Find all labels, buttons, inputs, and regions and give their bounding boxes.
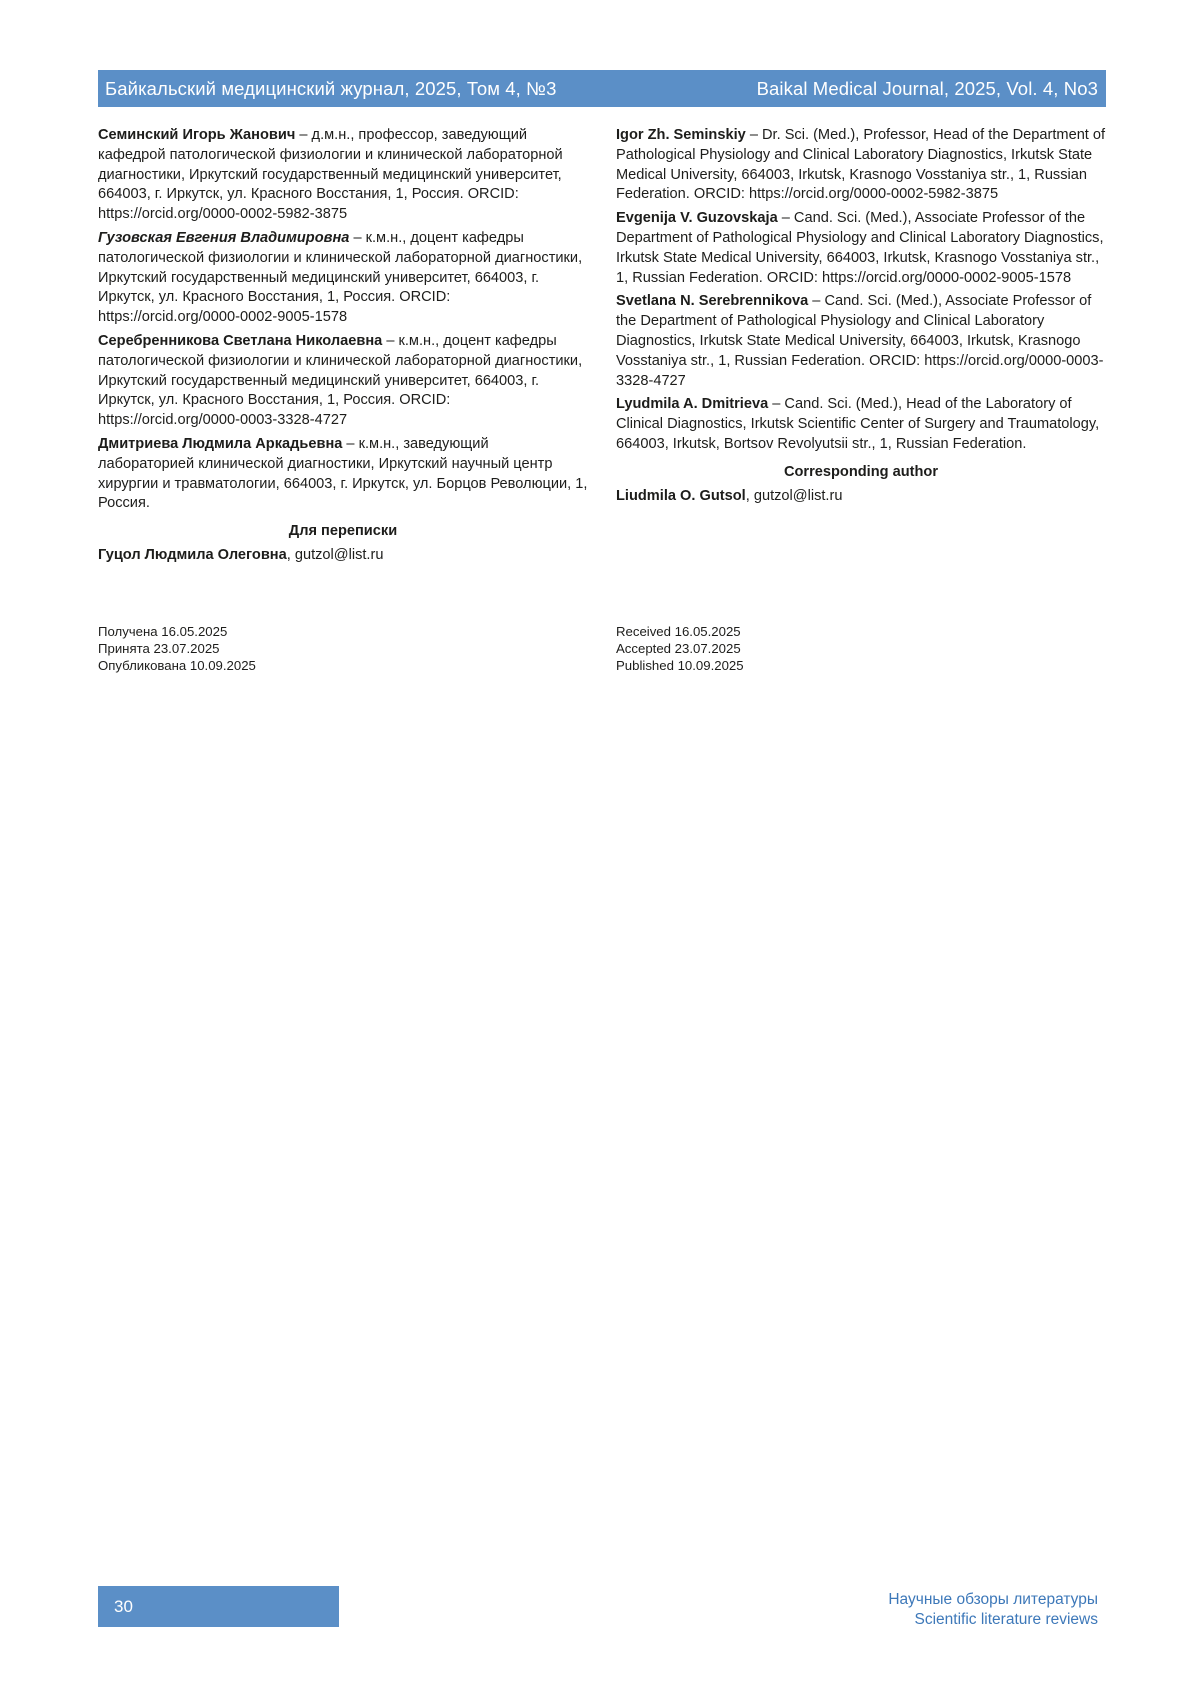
author-details: – Dr. Sci. (Med.), Professor, Head of the Department of Pathological Physiology and Clinical Laboratory Diagnostics, Irkutsk State Medical University, 664003, Irkutsk, Krasnogo Vosstaniya str., 1, Russian Federation. ORCID: https://orcid.org/0000-0002-5982-3875 — [616, 127, 1106, 203]
accepted-date: Accepted 23.07.2025 — [616, 641, 741, 656]
author-bio-ru — [98, 435, 588, 514]
received-date: Получена 16.05.2025 — [98, 624, 228, 639]
correspondence-email: , gutzol@list.ru — [286, 546, 384, 563]
journal-header — [98, 70, 1106, 107]
article-dates-en — [616, 623, 1106, 674]
correspondence-en — [616, 487, 1106, 507]
author-name: Дмитриева Людмила Аркадьевна — [98, 435, 343, 452]
author-name: Гузовская Евгения Владимировна — [98, 229, 350, 246]
author-details: – д.м.н., профессор, заведующий кафедрой патологической физиологии и клинической лабораторной диагностики, Иркутский государственный медицинский университет, 664003, г. Иркутск, ул. Красного Восстания, 1, Россия. ORCID: https://orcid.org/0000-0002-5982-3875 — [98, 127, 563, 223]
author-details: – к.м.н., доцент кафедры патологической физиологии и клинической лабораторной диагностики, Иркутский государственный медицинский университет, 664003, г. Иркутск, ул. Красного Восстания, 1, Россия. ORCID: https://orcid.org/0000-0003-3328-4727 — [98, 332, 583, 429]
author-bio-ru — [98, 229, 588, 328]
author-name: Evgenija V. Guzovskaja — [616, 210, 778, 227]
correspondence-name: Liudmila O. Gutsol — [616, 487, 746, 504]
author-bio-ru — [98, 126, 588, 225]
article-dates-ru — [98, 623, 588, 674]
correspondence-ru — [98, 546, 588, 566]
author-details: – Cand. Sci. (Med.), Associate Professor of the Department of Pathological Physiology and Clinical Laboratory Diagnostics, Irkutsk State Medical University, 664003, Irkutsk, Krasnogo Vosstaniya str., 1, Russian Federation. ORCID: https://orcid.org/0000-0002-9005-1578 — [616, 210, 1104, 286]
accepted-date: Принята 23.07.2025 — [98, 641, 220, 656]
author-bio-en — [616, 126, 1106, 205]
authors-column-en — [616, 126, 1106, 506]
author-bio-en — [616, 209, 1106, 288]
correspondence-name: Гуцол Людмила Олеговна — [98, 546, 287, 563]
author-name: Svetlana N. Serebrennikova — [616, 293, 809, 310]
author-details: – к.м.н., заведующий лабораторией клинической диагностики, Иркутский научный центр хирургии и травматологии, 664003, г. Иркутск, ул. Борцов Революции, 1, Россия. — [98, 435, 588, 512]
footer-section-label — [888, 1590, 1098, 1630]
author-details: – к.м.н., доцент кафедры патологической физиологии и клинической лабораторной диагностики, Иркутский государственный медицинский университет, 664003, г. Иркутск, ул. Красного Восстания, 1, Россия. ORCID: https://orcid.org/0000-0002-9005-1578 — [98, 229, 583, 326]
authors-column-ru — [98, 126, 588, 566]
author-details: – Cand. Sci. (Med.), Head of the Laboratory of Clinical Diagnostics, Irkutsk Scientific Center of Surgery and Traumatology, 664003, Irkutsk, Bortsov Revolyutsii str., 1, Russian Federation. — [616, 396, 1100, 452]
page-number-box — [98, 1586, 339, 1627]
published-date: Опубликована 10.09.2025 — [98, 658, 256, 673]
author-name: Семинский Игорь Жанович — [98, 127, 296, 143]
author-bio-ru — [98, 332, 588, 431]
author-details: – Cand. Sci. (Med.), Associate Professor of the Department of Pathological Physiology and Clinical Laboratory Diagnostics, Irkutsk State Medical University, 664003, Irkutsk, Krasnogo Vosstaniya str., 1, Russian Federation. ORCID: https://orcid.org/0000-0003-3328-4727 — [616, 293, 1104, 389]
published-date: Published 10.09.2025 — [616, 658, 744, 673]
author-bio-en — [616, 292, 1106, 391]
journal-title-ru: Байкальский медицинский журнал, 2025, Том 4, №3 — [105, 77, 557, 99]
correspondence-heading-ru: Для переписки — [288, 523, 398, 540]
author-bio-en — [616, 395, 1106, 454]
author-name: Lyudmila A. Dmitrieva — [616, 396, 769, 413]
journal-title-en: Baikal Medical Journal, 2025, Vol. 4, No3 — [756, 77, 1098, 99]
author-name: Серебренникова Светлана Николаевна — [98, 332, 383, 349]
page-number: 30 — [114, 1596, 133, 1616]
author-name: Igor Zh. Seminskiy — [616, 127, 746, 143]
section-name-ru: Научные обзоры литературы — [888, 1591, 1098, 1608]
section-name-en: Scientific literature reviews — [914, 1611, 1098, 1628]
received-date: Received 16.05.2025 — [616, 624, 741, 639]
correspondence-email: , gutzol@list.ru — [745, 487, 843, 504]
correspondence-heading-en: Corresponding author — [783, 463, 939, 480]
